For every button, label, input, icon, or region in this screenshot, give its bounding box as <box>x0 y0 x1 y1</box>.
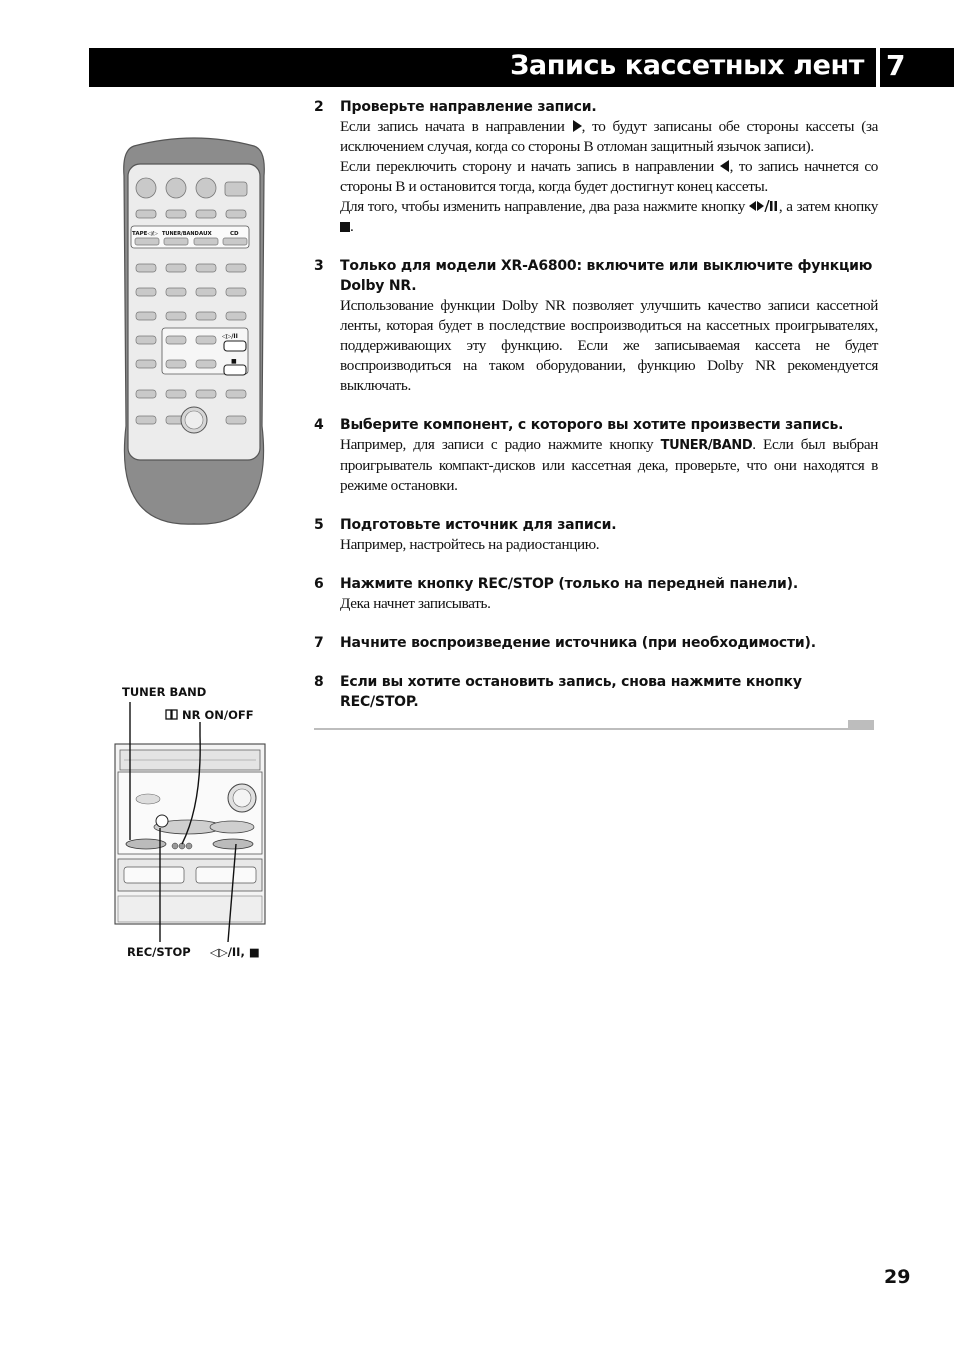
play-right-icon <box>572 118 582 135</box>
step-title: Проверьте направление записи. <box>340 99 597 115</box>
remote-label-cd: CD <box>230 231 239 237</box>
remote-label-tape: TAPE◁/▷ <box>132 231 158 237</box>
step-7 <box>314 633 878 653</box>
section-end-rule <box>314 728 874 730</box>
step-2 <box>314 97 878 237</box>
step-paragraph: Если переключить сторону и начать запись в направлении , то запись начнется со стороны В и остановится тогда, когда будет достигнут конец кассеты. <box>340 158 878 195</box>
recording-steps <box>314 97 878 731</box>
button-name: TUNER/BAND <box>660 438 753 453</box>
label-tuner-band: TUNER BAND <box>122 685 207 699</box>
step-title: Только для модели XR-A6800: включите или выключите функцию Dolby NR. <box>340 258 873 294</box>
step-3 <box>314 256 878 396</box>
play-pause-icon <box>749 198 779 215</box>
section-end-marker <box>848 720 874 730</box>
step-paragraph: Для того, чтобы изменить направление, два раза нажмите кнопку , а затем кнопку . <box>340 198 878 235</box>
step-number: 4 <box>314 417 324 433</box>
step-paragraph: Использование функции Dolby NR позволяет улучшить качество записи кассетной ленты, которая будет в последствие воспроизводиться на кассетных проигрывателях, поддерживающих эту функцию. Если же записываемая кассета не будет воспроизводиться на таком оборудовании, функцию Dolby NR рекомендуется выключать. <box>340 297 878 394</box>
step-number: 7 <box>314 635 324 651</box>
step-number: 2 <box>314 99 324 115</box>
step-body <box>340 435 878 496</box>
step-4 <box>314 415 878 496</box>
step-number: 6 <box>314 576 324 592</box>
step-paragraph: Например, для записи с радио нажмите кнопку TUNER/BAND. Если был выбран проигрыватель компакт-дисков или кассетная дека, проверьте, что они находятся в режиме остановки. <box>340 436 878 494</box>
step-body <box>340 535 878 555</box>
step-number: 5 <box>314 517 324 533</box>
step-body <box>340 296 878 396</box>
dolby-icon <box>166 710 177 719</box>
step-paragraph: Если запись начата в направлении , то будут записаны обе стороны кассеты (за исключением случая, когда со стороны В отломан защитный язычок записи). <box>340 118 878 155</box>
remote-play-pause-label: ◁▷/II <box>222 333 238 340</box>
label-nr-on-off: NR ON/OFF <box>182 708 254 722</box>
step-title: Если вы хотите остановить запись, снова нажмите кнопку REC/STOP. <box>340 674 802 710</box>
chapter-number: 7 <box>886 49 906 82</box>
remote-stop-label: ■ <box>231 358 237 365</box>
page-title: Запись кассетных лент <box>510 50 864 81</box>
step-body <box>340 594 878 614</box>
remote-label-aux: AUX <box>199 231 212 237</box>
label-play-pause-stop: ◁▷/II, ■ <box>210 945 260 959</box>
step-title: Выберите компонент, с которого вы хотите произвести запись. <box>340 417 844 433</box>
stereo-unit-illustration <box>110 684 280 974</box>
label-rec-stop: REC/STOP <box>127 945 191 959</box>
step-title: Подготовьте источник для записи. <box>340 517 617 533</box>
stop-icon <box>340 218 350 235</box>
step-body <box>340 117 878 237</box>
chapter-number-box <box>880 48 954 87</box>
step-paragraph: Например, настройтесь на радиостанцию. <box>340 536 600 553</box>
remote-label-tuner-band: TUNER/BAND <box>162 231 199 237</box>
page-number: 29 <box>884 1266 911 1288</box>
step-title: Начните воспроизведение источника (при необходимости). <box>340 635 816 651</box>
remote-control-illustration <box>114 136 274 528</box>
step-title: Нажмите кнопку REC/STOP (только на передней панели). <box>340 576 798 592</box>
step-5 <box>314 515 878 555</box>
step-6 <box>314 574 878 614</box>
chapter-header-bar <box>89 48 876 87</box>
step-8 <box>314 672 878 712</box>
step-paragraph: Дека начнет записывать. <box>340 595 491 612</box>
step-number: 3 <box>314 258 324 274</box>
play-left-icon <box>720 158 730 175</box>
step-number: 8 <box>314 674 324 690</box>
